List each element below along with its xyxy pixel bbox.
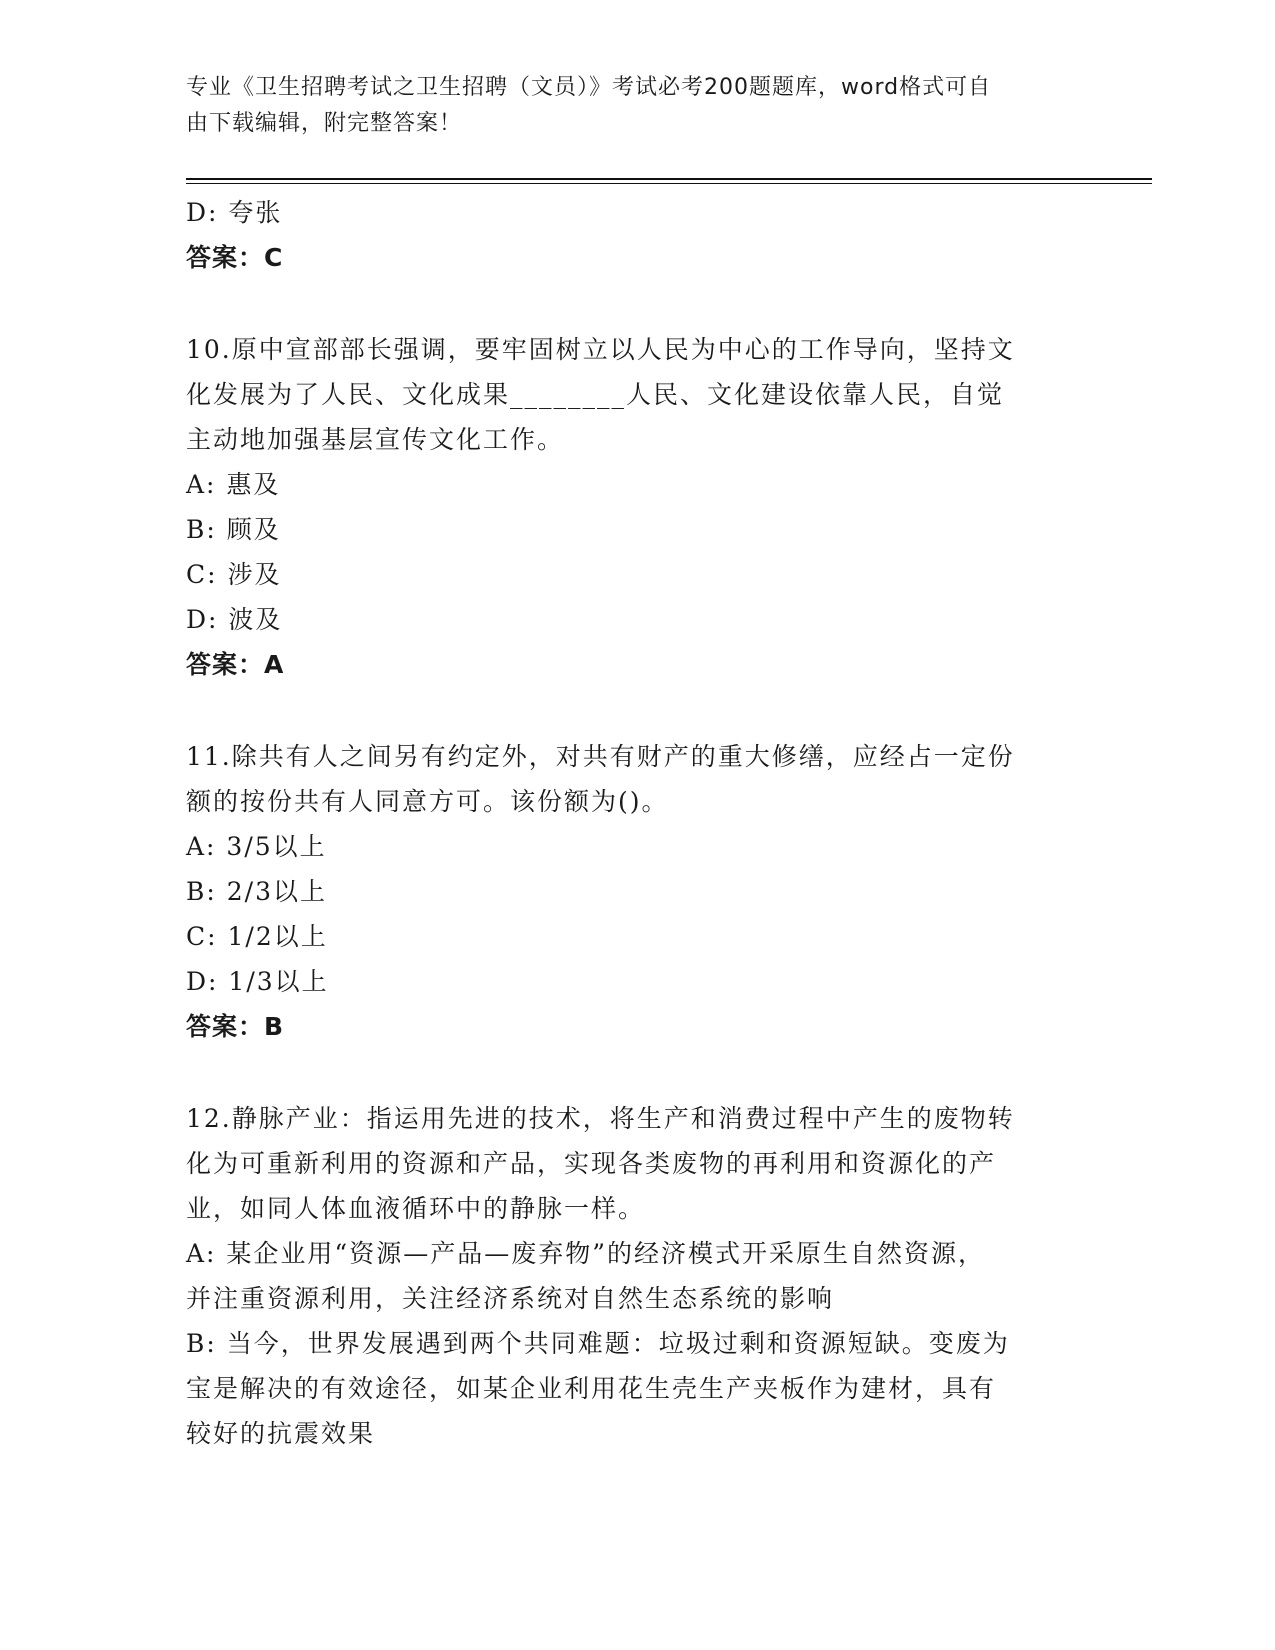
question-text-line: 主动地加强基层宣传文化工作。 bbox=[186, 425, 565, 454]
option-b-continued: 较好的抗震效果 bbox=[186, 1419, 376, 1448]
question-text-line: 11.除共有人之间另有约定外，对共有财产的重大修缮，应经占一定份 bbox=[186, 742, 1015, 771]
page-content bbox=[186, 190, 1086, 1456]
question-text-line: 化发展为了人民、文化成果________人民、文化建设依靠人民，自觉 bbox=[186, 380, 1005, 409]
question-text-line: 额的按份共有人同意方可。该份额为()。 bbox=[186, 787, 669, 816]
previous-question-tail bbox=[186, 190, 1086, 280]
question-text-line: 化为可重新利用的资源和产品，实现各类废物的再利用和资源化的产 bbox=[186, 1149, 997, 1178]
option-c: C: 涉及 bbox=[186, 560, 282, 589]
option-a: A: 3/5以上 bbox=[186, 832, 327, 861]
header-rule-thick bbox=[186, 178, 1152, 180]
question-12 bbox=[186, 1096, 1086, 1456]
answer-line: 答案：B bbox=[186, 1012, 285, 1041]
option-d: D: 1/3以上 bbox=[186, 967, 329, 996]
answer-line: 答案：C bbox=[186, 243, 284, 272]
option-a-continued: 并注重资源利用，关注经济系统对自然生态系统的影响 bbox=[186, 1284, 835, 1313]
option-b: B: 当今，世界发展遇到两个共同难题：垃圾过剩和资源短缺。变废为 bbox=[186, 1329, 1010, 1358]
option-a: A: 惠及 bbox=[186, 470, 281, 499]
option-c: C: 1/2以上 bbox=[186, 922, 328, 951]
question-text-line: 10.原中宣部部长强调，要牢固树立以人民为中心的工作导向，坚持文 bbox=[186, 335, 1015, 364]
question-11 bbox=[186, 734, 1086, 1049]
question-10 bbox=[186, 327, 1086, 687]
question-text-line: 12.静脉产业：指运用先进的技术，将生产和消费过程中产生的废物转 bbox=[186, 1104, 1015, 1133]
option-d: D: 夸张 bbox=[186, 198, 283, 227]
answer-line: 答案：A bbox=[186, 650, 285, 679]
option-b: B: 顾及 bbox=[186, 515, 281, 544]
question-text-line: 业，如同人体血液循环中的静脉一样。 bbox=[186, 1194, 646, 1223]
option-b-continued: 宝是解决的有效途径，如某企业利用花生壳生产夹板作为建材，具有 bbox=[186, 1374, 997, 1403]
option-a: A: 某企业用“资源—产品—废弃物”的经济模式开采原生自然资源， bbox=[186, 1239, 985, 1268]
header-line-1: 专业《卫生招聘考试之卫生招聘（文员）》考试必考200题题库，word格式可自 bbox=[186, 75, 992, 100]
option-d: D: 波及 bbox=[186, 605, 283, 634]
option-b: B: 2/3以上 bbox=[186, 877, 327, 906]
page-header bbox=[186, 70, 1066, 142]
header-rule-thin bbox=[186, 183, 1152, 184]
header-line-2: 由下载编辑，附完整答案！ bbox=[186, 111, 463, 136]
